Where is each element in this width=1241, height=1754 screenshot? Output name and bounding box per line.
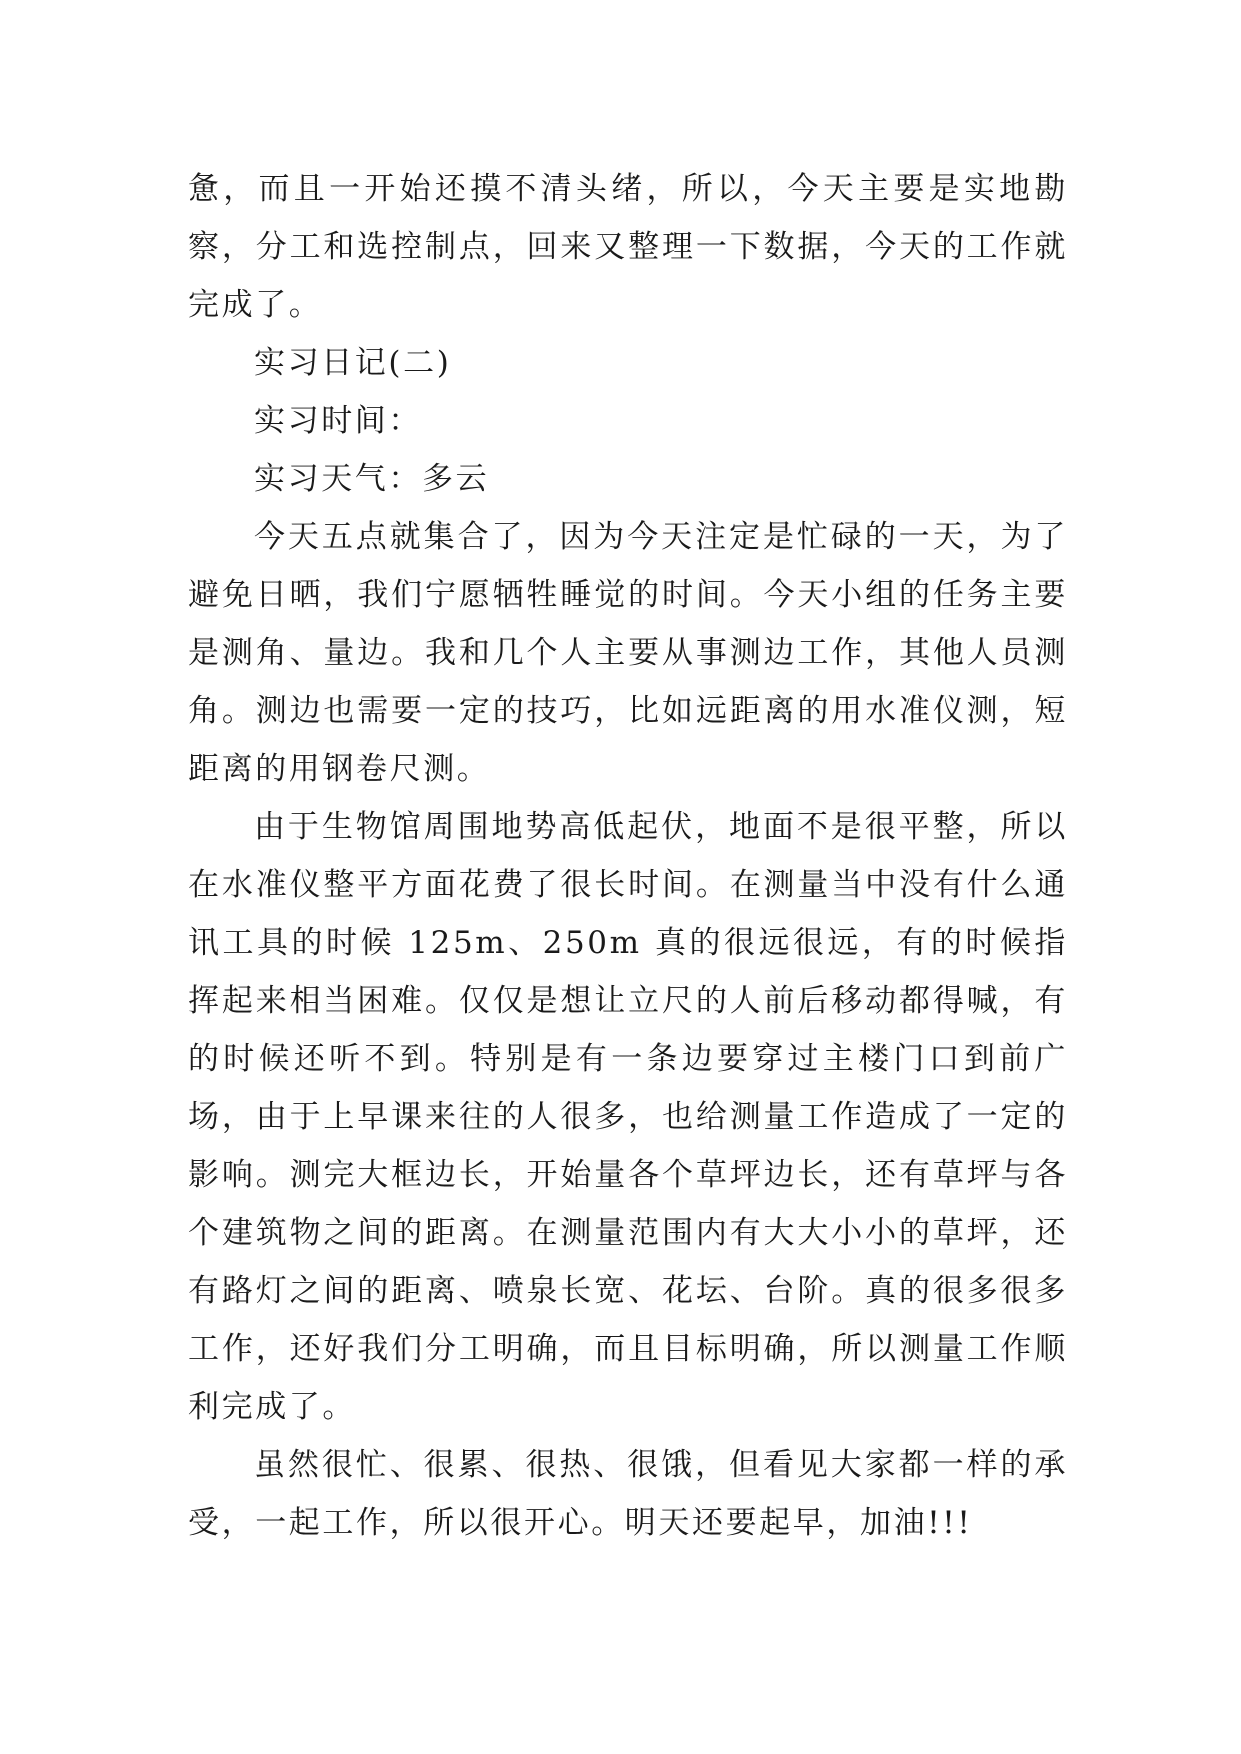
diary-weather-line: 实习天气：多云: [254, 461, 490, 497]
diary-heading: 实习日记(二): [254, 345, 452, 381]
paragraph-continuation: 惫，而且一开始还摸不清头绪，所以，今天主要是实地勘察，分工和选控制点，回来又整理一下数据，今天的工作就完成了。: [188, 171, 1068, 323]
paragraph-morning: 今天五点就集合了，因为今天注定是忙碌的一天，为了避免日晒，我们宁愿牺牲睡觉的时间。今天小组的任务主要是测角、量边。我和几个人主要从事测边工作，其他人员测角。测边也需要一定的技巧，比如远距离的用水准仪测，短距离的用钢卷尺测。: [188, 519, 1068, 787]
paragraph-measurement: 由于生物馆周围地势高低起伏，地面不是很平整，所以在水准仪整平方面花费了很长时间。在测量当中没有什么通讯工具的时候 125m、250m 真的很远很远，有的时候指挥起来相当困难。仅仅是想让立尺的人前后移动都得喊，有的时候还听不到。特别是有一条边要穿过主楼门口到前广场，由于上早课来往的人很多，也给测量工作造成了一定的影响。测完大框边长，开始量各个草坪边长，还有草坪与各个建筑物之间的距离。在测量范围内有大大小小的草坪，还有路灯之间的距离、喷泉长宽、花坛、台阶。真的很多很多工作，还好我们分工明确，而且目标明确，所以测量工作顺利完成了。: [188, 809, 1068, 1425]
paragraph-conclusion: 虽然很忙、很累、很热、很饿，但看见大家都一样的承受，一起工作，所以很开心。明天还要起早，加油!!!: [188, 1447, 1068, 1541]
document-body: [188, 160, 1068, 1552]
diary-time-line: 实习时间：: [254, 403, 422, 439]
